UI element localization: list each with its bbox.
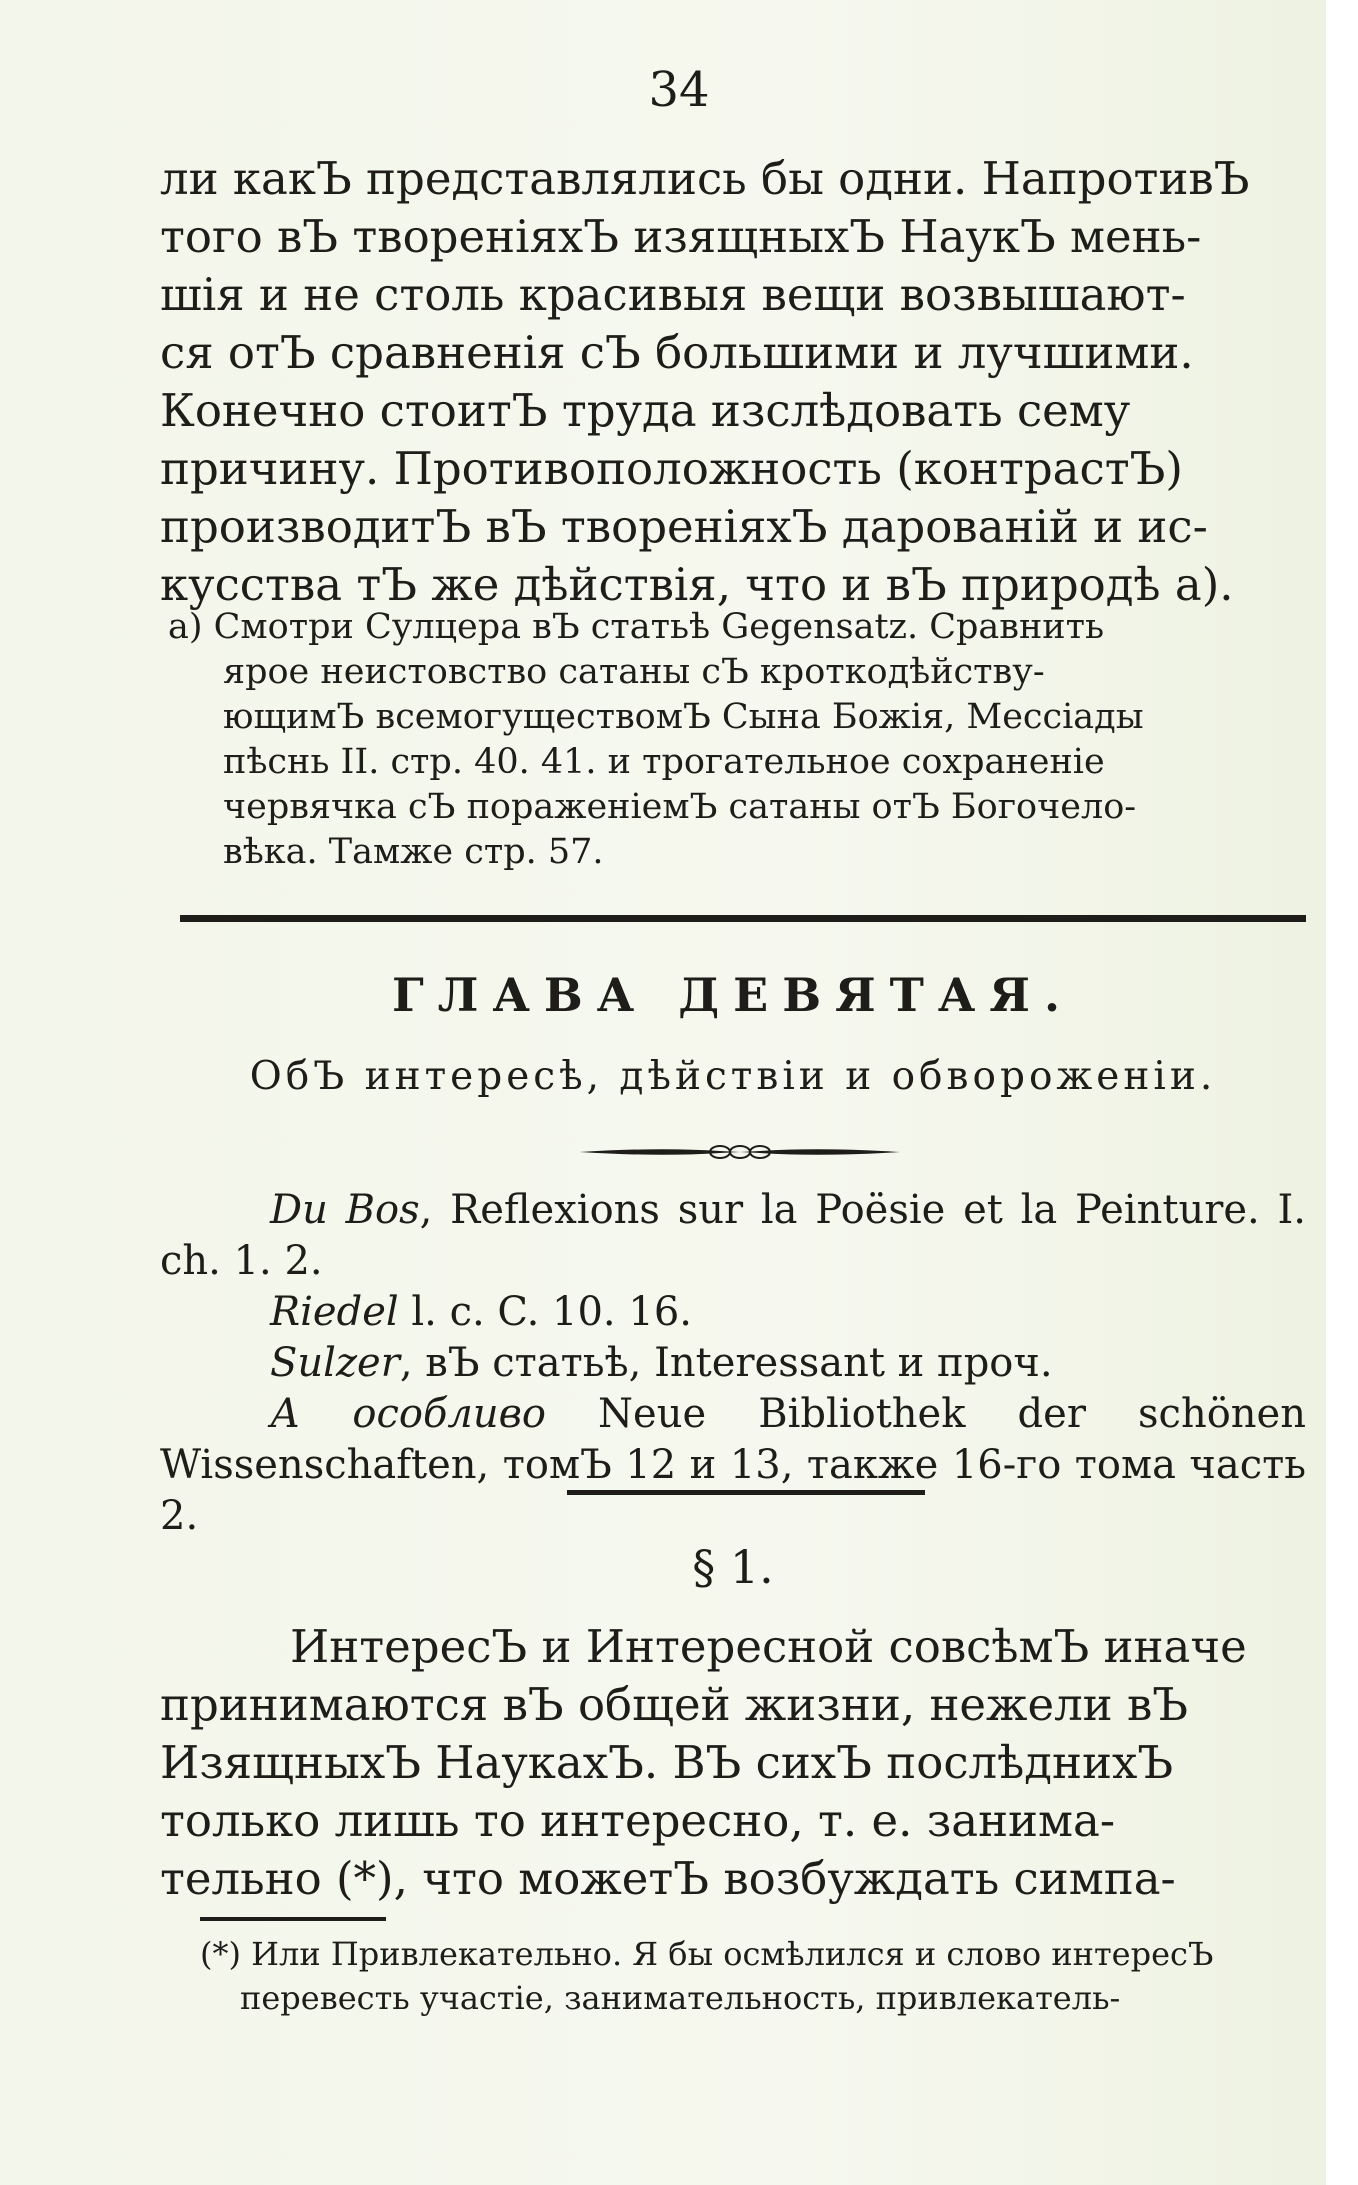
references [160,1185,1306,1542]
text-line: того вЪ твореніяхЪ изящныхЪ НаукЪ мень- [160,210,1202,263]
footnote-star [200,1932,1306,2020]
section-paragraph [160,1618,1306,1908]
text-line: причину. Противоположность (контрастЪ) [160,442,1183,495]
text-line: ся отЪ сравненія сЪ большими и лучшими. [160,326,1194,379]
footnote-line: (*) Или Привлекательно. Я бы осмѣлился и слово интересЪ [200,1935,1214,1973]
reference-entry [160,1185,1306,1287]
text-line: принимаются вЪ общей жизни, нежели вЪ [160,1678,1189,1731]
section-mark: § 1. [692,1540,774,1594]
section-divider [567,1490,925,1495]
reference-text: , Reflexions sur la Poësie et la Peinture. I. ch. 1. 2. [160,1187,1306,1284]
footnote-line: пѣснь II. стр. 40. 41. и трогательное сохраненіе [223,742,1105,782]
page-edge [1326,0,1358,2185]
text-line: только лишь то интересно, т. е. занима- [160,1794,1116,1847]
text-line: ИзящныхЪ НаукахЪ. ВЪ сихЪ послѣднихЪ [160,1736,1174,1789]
text-line: ли какЪ представлялись бы одни. НапротивЪ [160,152,1250,205]
text-line: Конечно стоитЪ труда изслѣдовать сему [160,384,1131,437]
reference-author: А особливо [270,1391,546,1437]
reference-entry [160,1389,1306,1542]
reference-author: Du Bos [270,1187,420,1233]
reference-text: , вЪ статьѣ, Interessant и проч. [399,1340,1053,1386]
footnote-line: перевесть участіе, занимательность, привлекатель- [240,1979,1121,2017]
page-number: 34 [648,62,710,118]
footnote-a [168,605,1306,875]
ornament-divider [580,1140,900,1164]
chapter-title: ГЛАВА ДЕВЯТАЯ. [392,968,1074,1022]
reference-entry [160,1338,1306,1389]
footnote-divider [200,1917,386,1921]
text-line: тельно (*), что можетЪ возбуждать симпа- [160,1852,1176,1905]
footnote-line: ющимЪ всемогуществомЪ Сына Божія, Мессіады [223,697,1144,737]
reference-entry [160,1287,1306,1338]
chapter-divider [180,915,1306,922]
footnote-line: а) Смотри Сулцера вЪ статьѣ Gegensatz. Сравнить [168,607,1105,647]
footnote-line: червячка сЪ пораженіемЪ сатаны отЪ Богочело- [223,787,1137,827]
reference-author: Sulzer [270,1340,400,1386]
reference-text: l. c. C. 10. 16. [398,1289,692,1335]
text-line: шія и не столь красивыя вещи возвышают- [160,268,1186,321]
reference-text: Neue Bibliothek der schönen Wissenschaften, томЪ 12 и 13, также 16-го тома часть 2. [160,1391,1306,1539]
reference-author: Riedel [270,1289,399,1335]
text-line: кусства тЪ же дѣйствія, что и вЪ природѣ а). [160,558,1234,611]
footnote-line: ярое неистовство сатаны сЪ кроткодѣйству- [223,652,1045,692]
intro-paragraph [160,150,1306,614]
footnote-line: вѣка. Тамже стр. 57. [223,832,604,872]
text-line: производитЪ вЪ твореніяхЪ дарованій и ис- [160,500,1208,553]
chapter-subtitle: ОбЪ интересѣ, дѣйствіи и обвороженіи. [249,1054,1217,1099]
text-line: ИнтересЪ и Интересной совсѣмЪ иначе [290,1620,1247,1673]
